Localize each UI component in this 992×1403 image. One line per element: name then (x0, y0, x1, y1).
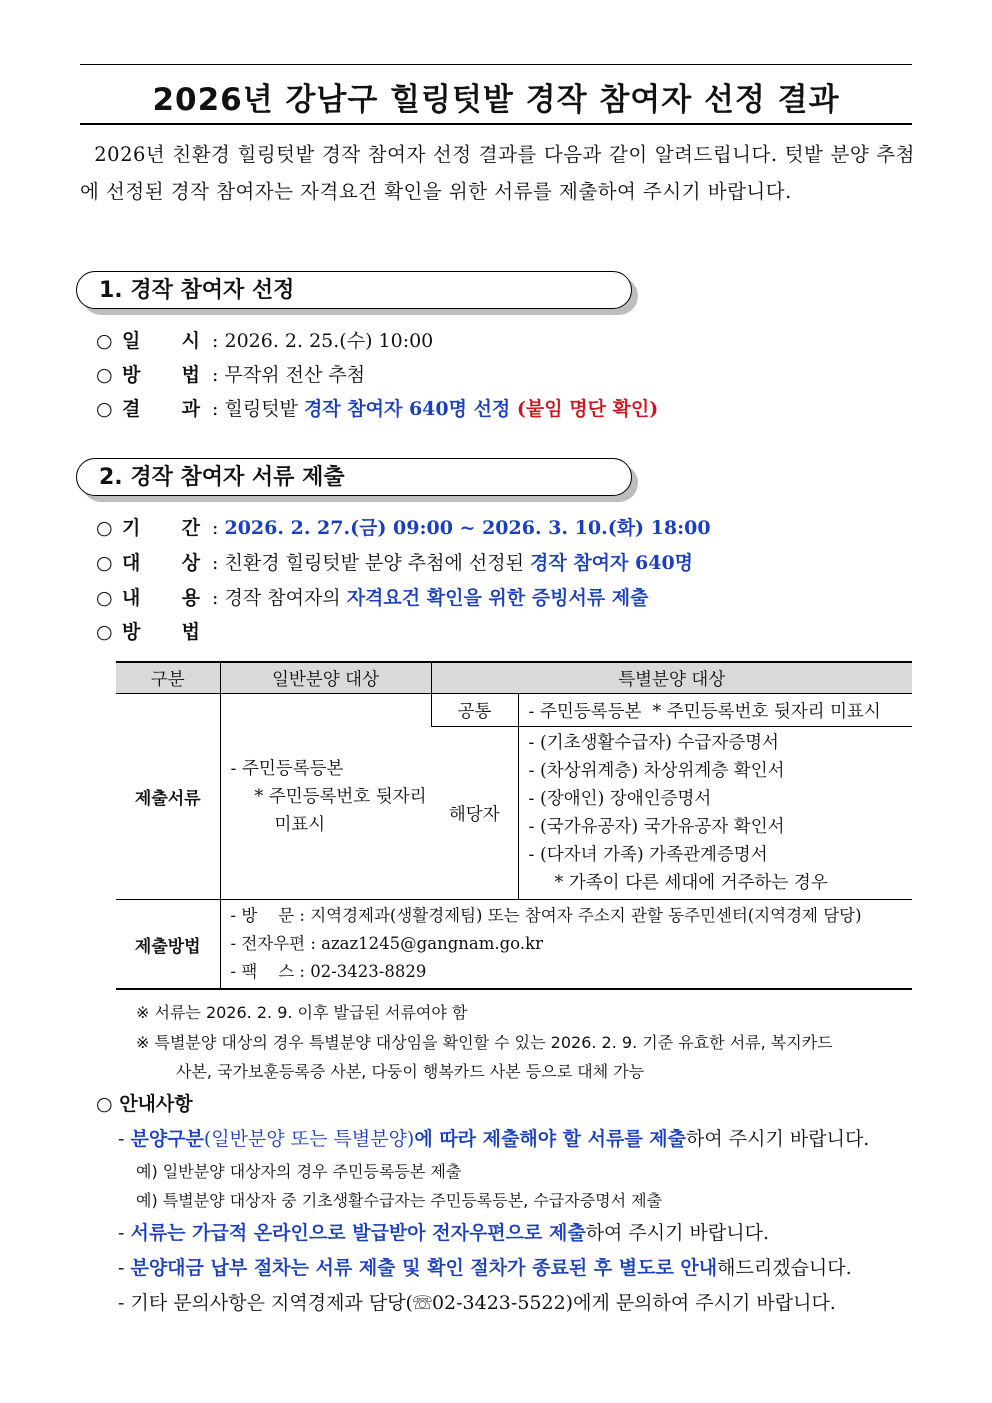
applicable-item: - (차상위계층) 차상위계층 확인서 (528, 761, 785, 781)
row-value: 경작 참여자의 (224, 587, 347, 609)
general-line: 미표시 (274, 814, 326, 835)
row-value-highlight: 2026. 2. 27.(금) 09:00 ~ 2026. 3. 10.(화) 18:00 (224, 517, 711, 539)
sep: : (206, 552, 225, 574)
bullet: ○ (96, 552, 113, 574)
row-value: 무작위 전산 추첨 (224, 364, 366, 386)
sep: : (206, 517, 225, 539)
row-label: 방 법 (122, 621, 200, 643)
row-label: 내 용 (122, 587, 200, 609)
plain: (일반분양 또는 특별분양) (203, 1128, 415, 1150)
dash: - (118, 1257, 131, 1279)
method-list (220, 900, 912, 990)
sep: : (206, 398, 225, 420)
method-item: - 팩 스 : 02-3423-8829 (230, 962, 427, 981)
plain: 하여 주시기 바랍니다. (686, 1128, 870, 1150)
dash: - (118, 1222, 131, 1244)
bullet: ○ (96, 621, 113, 643)
s1-row-date (96, 326, 433, 356)
row-label: 방 법 (122, 364, 200, 386)
common-text: - 주민등록등본 * 주민등록번호 뒷자리 미표시 (518, 694, 912, 727)
col-header: 특별분양 대상 (431, 662, 912, 694)
applicable-item: - (장애인) 장애인증명서 (528, 789, 712, 809)
bullet: ○ (96, 364, 113, 386)
row-label: 대 상 (122, 552, 200, 574)
common-label: 공통 (431, 694, 518, 727)
applicable-list (518, 727, 912, 900)
highlight: 분양대금 납부 절차는 서류 제출 및 확인 절차가 종료된 후 별도로 안내 (130, 1257, 718, 1279)
method-item: - 전자우편 : azaz1245@gangnam.go.kr (230, 934, 543, 953)
section2-heading: 2. 경작 참여자 서류 제출 (76, 458, 632, 496)
bullet: ○ (96, 587, 113, 609)
sep: : (206, 330, 225, 352)
col-header: 구분 (116, 662, 220, 694)
s1-row-method (96, 360, 365, 390)
s1-row-result (96, 394, 658, 424)
plain: 하여 주시기 바랍니다. (585, 1222, 769, 1244)
applicable-item: - (국가유공자) 국가유공자 확인서 (528, 817, 785, 837)
guide-item-3 (118, 1253, 852, 1280)
example-1: 예) 일반분양 대상자의 경우 주민등록등본 제출 (136, 1162, 462, 1181)
method-item: - 방 문 : 지역경제과(생활경제팀) 또는 참여자 주소지 관할 동주민센터(지역경제 담당) (230, 906, 862, 925)
s2-row-method (96, 617, 206, 647)
table-row (116, 900, 912, 990)
intro-paragraph (80, 136, 915, 210)
bullet: ○ (96, 330, 113, 352)
section1-heading: 1. 경작 참여자 선정 (76, 271, 632, 309)
guide-item-2 (118, 1218, 769, 1245)
row-label: 기 간 (122, 517, 200, 539)
row-value-note: (붙임 명단 확인) (510, 398, 659, 420)
s2-row-content (96, 583, 648, 613)
intro-text: 2026년 친환경 힐링텃밭 경작 참여자 선정 결과를 다음과 같이 알려드립니다. 텃밭 분양 추첨에 선정된 경작 참여자는 자격요건 확인을 위한 서류를 제출하여 주시기 바랍니다. (80, 143, 915, 203)
note-2: ※ 특별분양 대상의 경우 특별분양 대상임을 확인할 수 있는 2026. 2. 9. 기준 유효한 서류, 복지카드 (136, 1033, 833, 1052)
highlight: 에 따라 제출해야 할 서류를 제출 (414, 1128, 687, 1150)
bullet: ○ (96, 398, 113, 420)
row-value: 2026. 2. 25.(수) 10:00 (224, 330, 434, 352)
note-2-cont: 사본, 국가보훈등록증 사본, 다둥이 행복카드 사본 등으로 대체 가능 (176, 1062, 645, 1081)
col-header: 일반분양 대상 (220, 662, 431, 694)
example-2: 예) 특별분양 대상자 중 기초생활수급자는 주민등록등본, 수급자증명서 제출 (136, 1191, 663, 1210)
highlight: 분양구분 (130, 1128, 204, 1150)
table-header-row (116, 662, 912, 694)
plain: 해드리겠습니다. (717, 1257, 852, 1279)
row-value: 힐링텃밭 (224, 398, 304, 420)
applicable-item: - (기초생활수급자) 수급자증명서 (528, 733, 779, 753)
sep: : (206, 587, 225, 609)
highlight: 서류는 가급적 온라인으로 발급받아 전자우편으로 제출 (130, 1222, 586, 1244)
guide-heading: ○ 안내사항 (96, 1093, 193, 1115)
s2-row-target (96, 548, 693, 578)
general-line: - 주민등록등본 (230, 758, 344, 779)
docs-label: 제출서류 (116, 694, 220, 900)
guide-item-4: - 기타 문의사항은 지역경제과 담당(☏02-3423-5522)에게 문의하여 주시기 바랍니다. (118, 1292, 836, 1314)
bullet: ○ (96, 517, 113, 539)
note-1: ※ 서류는 2026. 2. 9. 이후 발급된 서류여야 함 (136, 1003, 468, 1022)
guide-item-1 (118, 1124, 869, 1151)
applicable-item: * 가족이 다른 세대에 거주하는 경우 (554, 873, 828, 893)
row-label: 결 과 (122, 398, 200, 420)
dash: - (118, 1128, 131, 1150)
page-title: 2026년 강남구 힐링텃밭 경작 참여자 선정 결과 (152, 82, 840, 118)
row-value-highlight: 경작 참여자 640명 (530, 552, 694, 574)
general-line: * 주민등록번호 뒷자리 (254, 786, 427, 807)
general-docs (220, 694, 431, 900)
table-row (116, 694, 912, 727)
row-value-highlight: 자격요건 확인을 위한 증빙서류 제출 (346, 587, 649, 609)
row-value-highlight: 경작 참여자 640명 선정 (303, 398, 511, 420)
applicable-item: - (다자녀 가족) 가족관계증명서 (528, 845, 768, 865)
method-label: 제출방법 (116, 900, 220, 990)
sep: : (206, 364, 225, 386)
applicable-label: 해당자 (431, 727, 518, 900)
submission-table (116, 661, 912, 990)
s2-row-period (96, 513, 711, 543)
row-value: 친환경 힐링텃밭 분양 추첨에 선정된 (224, 552, 530, 574)
row-label: 일 시 (122, 330, 200, 352)
